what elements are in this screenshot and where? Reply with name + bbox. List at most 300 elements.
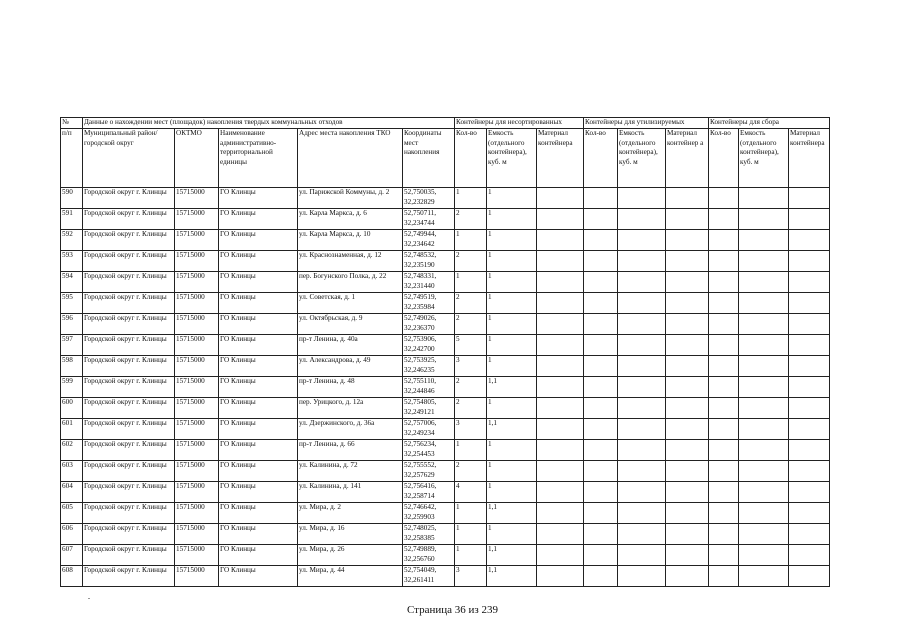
cell-unsorted-material [537,398,584,419]
cell-lat: 52,749519, [404,293,437,301]
table-row [61,419,830,440]
cell-recyclable-volume [618,377,666,398]
cell-recyclable-count [584,398,618,419]
cell-address: ул. Александрова, д. 49 [298,356,403,377]
cell-lon: 32,234744 [404,218,435,227]
cell-coords [403,314,455,335]
cell-district: Городской округ г. Клинцы [83,419,175,440]
cell-collection-count [709,314,739,335]
cell-unsorted-material [537,440,584,461]
cell-collection-count [709,377,739,398]
cell-address: ул. Краснознаменная, д. 12 [298,251,403,272]
cell-coords [403,440,455,461]
cell-unsorted-volume: 1 [487,272,537,293]
cell-collection-material [789,503,830,524]
cell-recyclable-count [584,419,618,440]
cell-lat: 52,748025, [404,524,437,532]
cell-recyclable-count [584,272,618,293]
cell-oktmo: 15715000 [175,230,219,251]
header-recyclable-count: Кол-во [584,129,618,188]
cell-recyclable-volume [618,398,666,419]
cell-oktmo: 15715000 [175,314,219,335]
cell-recyclable-material [666,314,709,335]
cell-number: 600 [61,398,83,419]
table-row [61,482,830,503]
cell-recyclable-volume [618,209,666,230]
header-group-location: Данные о нахождении мест (площадок) накопления твердых коммунальных отходов [83,118,455,129]
waste-sites-table [60,117,830,587]
cell-lon: 32,249234 [404,428,435,437]
cell-collection-material [789,566,830,587]
cell-district: Городской округ г. Клинцы [83,524,175,545]
cell-collection-material [789,314,830,335]
cell-recyclable-material [666,356,709,377]
cell-address: пер. Урицкого, д. 12а [298,398,403,419]
cell-unsorted-count: 2 [455,209,487,230]
cell-address: ул. Калинина, д. 72 [298,461,403,482]
cell-district: Городской округ г. Клинцы [83,503,175,524]
cell-collection-count [709,524,739,545]
cell-address: пр-т Ленина, д. 40а [298,335,403,356]
cell-coords [403,251,455,272]
cell-lat: 52,754805, [404,398,437,406]
cell-collection-material [789,251,830,272]
cell-recyclable-count [584,377,618,398]
cell-oktmo: 15715000 [175,356,219,377]
cell-lon: 32,232829 [404,197,435,206]
cell-collection-count [709,482,739,503]
cell-unsorted-count: 1 [455,503,487,524]
cell-collection-count [709,230,739,251]
cell-recyclable-count [584,230,618,251]
cell-collection-volume [739,524,789,545]
cell-lon: 32,258385 [404,533,435,542]
cell-number: 596 [61,314,83,335]
cell-address: ул. Мира, д. 2 [298,503,403,524]
cell-recyclable-material [666,293,709,314]
cell-recyclable-material [666,209,709,230]
cell-admin: ГО Клинцы [219,293,298,314]
cell-lon: 32,235984 [404,302,435,311]
cell-recyclable-material [666,482,709,503]
cell-number: 603 [61,461,83,482]
header-unsorted-material: Материал контейнера [537,129,584,188]
cell-recyclable-volume [618,419,666,440]
cell-recyclable-volume [618,356,666,377]
cell-recyclable-volume [618,293,666,314]
cell-recyclable-volume [618,482,666,503]
cell-collection-count [709,545,739,566]
cell-coords [403,566,455,587]
cell-coords [403,545,455,566]
cell-unsorted-count: 1 [455,545,487,566]
cell-lat: 52,753925, [404,356,437,364]
cell-recyclable-volume [618,566,666,587]
cell-oktmo: 15715000 [175,503,219,524]
cell-unsorted-count: 2 [455,377,487,398]
cell-collection-material [789,188,830,209]
cell-admin: ГО Клинцы [219,272,298,293]
cell-recyclable-volume [618,335,666,356]
cell-lon: 32,259903 [404,512,435,521]
cell-unsorted-material [537,314,584,335]
cell-unsorted-material [537,230,584,251]
cell-collection-material [789,524,830,545]
cell-collection-material [789,335,830,356]
cell-lon: 32,261411 [404,575,435,584]
cell-recyclable-count [584,503,618,524]
cell-collection-volume [739,251,789,272]
cell-unsorted-volume: 1 [487,293,537,314]
cell-lat: 52,749889, [404,545,437,553]
cell-lon: 32,242700 [404,344,435,353]
cell-coords [403,482,455,503]
cell-address: ул. Калинина, д. 141 [298,482,403,503]
cell-admin: ГО Клинцы [219,356,298,377]
cell-coords [403,398,455,419]
cell-unsorted-volume: 1,1 [487,377,537,398]
cell-collection-count [709,566,739,587]
cell-oktmo: 15715000 [175,188,219,209]
cell-collection-material [789,461,830,482]
cell-recyclable-volume [618,503,666,524]
cell-unsorted-volume: 1 [487,209,537,230]
cell-collection-material [789,419,830,440]
cell-oktmo: 15715000 [175,251,219,272]
cell-lon: 32,256760 [404,554,435,563]
cell-collection-volume [739,335,789,356]
cell-lon: 32,236370 [404,323,435,332]
cell-coords [403,272,455,293]
header-collection-volume: Емкость (отдельного контейнера), куб. м [739,129,789,188]
cell-number: 607 [61,545,83,566]
cell-address: ул. Советская, д. 1 [298,293,403,314]
table-row [61,566,830,587]
cell-collection-material [789,440,830,461]
cell-unsorted-material [537,251,584,272]
cell-address: ул. Парижской Коммуны, д. 2 [298,188,403,209]
cell-recyclable-count [584,209,618,230]
cell-collection-count [709,398,739,419]
cell-recyclable-material [666,398,709,419]
cell-recyclable-volume [618,188,666,209]
cell-lat: 52,756416, [404,482,437,490]
cell-lat: 52,750035, [404,188,437,196]
cell-lon: 32,254453 [404,449,435,458]
cell-unsorted-count: 2 [455,293,487,314]
cell-recyclable-count [584,335,618,356]
cell-oktmo: 15715000 [175,398,219,419]
header-collection-count: Кол-во [709,129,739,188]
cell-collection-material [789,377,830,398]
cell-admin: ГО Клинцы [219,314,298,335]
cell-recyclable-material [666,251,709,272]
cell-lon: 32,246235 [404,365,435,374]
cell-number: 592 [61,230,83,251]
cell-recyclable-count [584,293,618,314]
cell-address: ул. Карла Маркса, д. 6 [298,209,403,230]
cell-unsorted-material [537,566,584,587]
cell-admin: ГО Клинцы [219,503,298,524]
cell-recyclable-volume [618,440,666,461]
cell-collection-count [709,251,739,272]
cell-coords [403,419,455,440]
cell-recyclable-count [584,440,618,461]
cell-lat: 52,748532, [404,251,437,259]
cell-lat: 52,753906, [404,335,437,343]
table-row [61,209,830,230]
cell-unsorted-material [537,335,584,356]
cell-admin: ГО Клинцы [219,377,298,398]
cell-collection-count [709,356,739,377]
cell-lat: 52,755552, [404,461,437,469]
cell-oktmo: 15715000 [175,440,219,461]
cell-lat: 52,757006, [404,419,437,427]
cell-recyclable-count [584,314,618,335]
cell-collection-count [709,209,739,230]
cell-address: пр-т Ленина, д. 66 [298,440,403,461]
cell-number: 599 [61,377,83,398]
cell-oktmo: 15715000 [175,545,219,566]
cell-unsorted-count: 3 [455,419,487,440]
cell-recyclable-volume [618,545,666,566]
cell-oktmo: 15715000 [175,566,219,587]
header-recyclable-volume: Емкость (отдельного контейнера), куб. м [618,129,666,188]
cell-unsorted-material [537,461,584,482]
cell-unsorted-volume: 1,1 [487,545,537,566]
cell-unsorted-material [537,209,584,230]
cell-admin: ГО Клинцы [219,188,298,209]
cell-lat: 52,755110, [404,377,437,385]
cell-collection-count [709,293,739,314]
cell-coords [403,524,455,545]
page-number: Страница 36 из 239 [406,604,499,616]
cell-lon: 32,258714 [404,491,435,500]
cell-admin: ГО Клинцы [219,230,298,251]
cell-district: Городской округ г. Клинцы [83,545,175,566]
header-group-recyclable: Контейнеры для утилизируемых [584,118,709,129]
cell-admin: ГО Клинцы [219,524,298,545]
table-row [61,230,830,251]
cell-collection-material [789,293,830,314]
cell-collection-volume [739,566,789,587]
cell-oktmo: 15715000 [175,377,219,398]
cell-recyclable-volume [618,524,666,545]
cell-recyclable-count [584,524,618,545]
cell-unsorted-material [537,356,584,377]
cell-oktmo: 15715000 [175,419,219,440]
cell-coords [403,461,455,482]
cell-number: 597 [61,335,83,356]
cell-recyclable-count [584,482,618,503]
cell-unsorted-count: 3 [455,356,487,377]
cell-collection-material [789,272,830,293]
cell-number: 594 [61,272,83,293]
cell-admin: ГО Клинцы [219,482,298,503]
cell-unsorted-volume: 1,1 [487,566,537,587]
cell-lat: 52,746642, [404,503,437,511]
cell-unsorted-material [537,545,584,566]
cell-recyclable-volume [618,272,666,293]
cell-unsorted-volume: 1 [487,461,537,482]
cell-lon: 32,244846 [404,386,435,395]
cell-address: пер. Богунского Полка, д. 22 [298,272,403,293]
header-address: Адрес места накопления ТКО [298,129,403,188]
cell-unsorted-material [537,419,584,440]
cell-recyclable-volume [618,461,666,482]
header-row-groups [61,118,830,129]
cell-lat: 52,749026, [404,314,437,322]
header-district: Муниципальный район/городской округ [83,129,175,188]
header-coords: Координаты мест накопления [403,129,455,188]
cell-collection-volume [739,461,789,482]
cell-coords [403,335,455,356]
cell-recyclable-count [584,545,618,566]
cell-unsorted-volume: 1,1 [487,503,537,524]
cell-collection-volume [739,503,789,524]
cell-lat: 52,748331, [404,272,437,280]
cell-recyclable-count [584,188,618,209]
cell-recyclable-volume [618,314,666,335]
cell-unsorted-count: 2 [455,398,487,419]
cell-district: Городской округ г. Клинцы [83,377,175,398]
cell-oktmo: 15715000 [175,461,219,482]
cell-district: Городской округ г. Клинцы [83,314,175,335]
cell-collection-volume [739,188,789,209]
cell-unsorted-volume: 1 [487,440,537,461]
cell-lat: 52,749944, [404,230,437,238]
cell-recyclable-material [666,524,709,545]
cell-unsorted-volume: 1 [487,356,537,377]
cell-district: Городской округ г. Клинцы [83,440,175,461]
cell-collection-material [789,482,830,503]
cell-district: Городской округ г. Клинцы [83,482,175,503]
cell-address: пр-т Ленина, д. 48 [298,377,403,398]
cell-unsorted-material [537,188,584,209]
cell-district: Городской округ г. Клинцы [83,566,175,587]
cell-collection-material [789,209,830,230]
cell-collection-volume [739,356,789,377]
cell-oktmo: 15715000 [175,335,219,356]
cell-collection-count [709,503,739,524]
header-recyclable-material: Материал контейнер а [666,129,709,188]
cell-collection-material [789,356,830,377]
cell-unsorted-count: 3 [455,566,487,587]
cell-admin: ГО Клинцы [219,566,298,587]
cell-address: ул. Дзержинского, д. 36а [298,419,403,440]
cell-unsorted-count: 1 [455,188,487,209]
cell-number: 591 [61,209,83,230]
cell-recyclable-material [666,230,709,251]
cell-admin: ГО Клинцы [219,545,298,566]
table-row [61,188,830,209]
cell-collection-count [709,440,739,461]
header-group-unsorted: Контейнеры для несортированных [455,118,584,129]
cell-unsorted-count: 1 [455,272,487,293]
cell-coords [403,188,455,209]
cell-oktmo: 15715000 [175,293,219,314]
cell-lon: 32,231440 [404,281,435,290]
cell-recyclable-material [666,566,709,587]
cell-unsorted-count: 2 [455,251,487,272]
cell-unsorted-volume: 1 [487,251,537,272]
cell-recyclable-material [666,272,709,293]
cell-unsorted-count: 4 [455,482,487,503]
cell-collection-count [709,461,739,482]
cell-coords [403,503,455,524]
cell-district: Городской округ г. Клинцы [83,335,175,356]
cell-unsorted-material [537,503,584,524]
cell-recyclable-material [666,335,709,356]
cell-district: Городской округ г. Клинцы [83,398,175,419]
table-row [61,356,830,377]
cell-collection-volume [739,314,789,335]
cell-district: Городской округ г. Клинцы [83,356,175,377]
cell-number: 598 [61,356,83,377]
cell-collection-volume [739,377,789,398]
cell-recyclable-material [666,545,709,566]
table-row [61,440,830,461]
cell-unsorted-volume: 1 [487,398,537,419]
cell-collection-volume [739,209,789,230]
cell-collection-material [789,545,830,566]
header-admin: Наименование административно-территориальной единицы [219,129,298,188]
cell-recyclable-material [666,461,709,482]
cell-collection-volume [739,545,789,566]
cell-unsorted-volume: 1 [487,482,537,503]
cell-oktmo: 15715000 [175,209,219,230]
cell-coords [403,293,455,314]
table-row [61,272,830,293]
cell-collection-count [709,272,739,293]
cell-coords [403,377,455,398]
cell-recyclable-count [584,461,618,482]
cell-unsorted-volume: 1,1 [487,419,537,440]
cell-district: Городской округ г. Клинцы [83,230,175,251]
cell-unsorted-material [537,377,584,398]
cell-number: 601 [61,419,83,440]
cell-coords [403,230,455,251]
cell-admin: ГО Клинцы [219,419,298,440]
cell-district: Городской округ г. Клинцы [83,461,175,482]
table-row [61,398,830,419]
cell-district: Городской округ г. Клинцы [83,251,175,272]
cell-recyclable-material [666,503,709,524]
cell-address: ул. Мира, д. 26 [298,545,403,566]
cell-collection-volume [739,230,789,251]
cell-lat: 52,756234, [404,440,437,448]
cell-collection-count [709,419,739,440]
cell-oktmo: 15715000 [175,272,219,293]
cell-admin: ГО Клинцы [219,251,298,272]
cell-address: ул. Карла Маркса, д. 10 [298,230,403,251]
cell-unsorted-count: 1 [455,524,487,545]
cell-collection-volume [739,482,789,503]
cell-admin: ГО Клинцы [219,209,298,230]
cell-admin: ГО Клинцы [219,440,298,461]
cell-lon: 32,249121 [404,407,435,416]
cell-number: 605 [61,503,83,524]
cell-collection-volume [739,293,789,314]
cell-number: 593 [61,251,83,272]
cell-collection-material [789,230,830,251]
cell-lat: 52,754049, [404,566,437,574]
cell-unsorted-volume: 1 [487,230,537,251]
cell-unsorted-volume: 1 [487,188,537,209]
cell-coords [403,356,455,377]
cell-recyclable-volume [618,230,666,251]
table-row [61,545,830,566]
